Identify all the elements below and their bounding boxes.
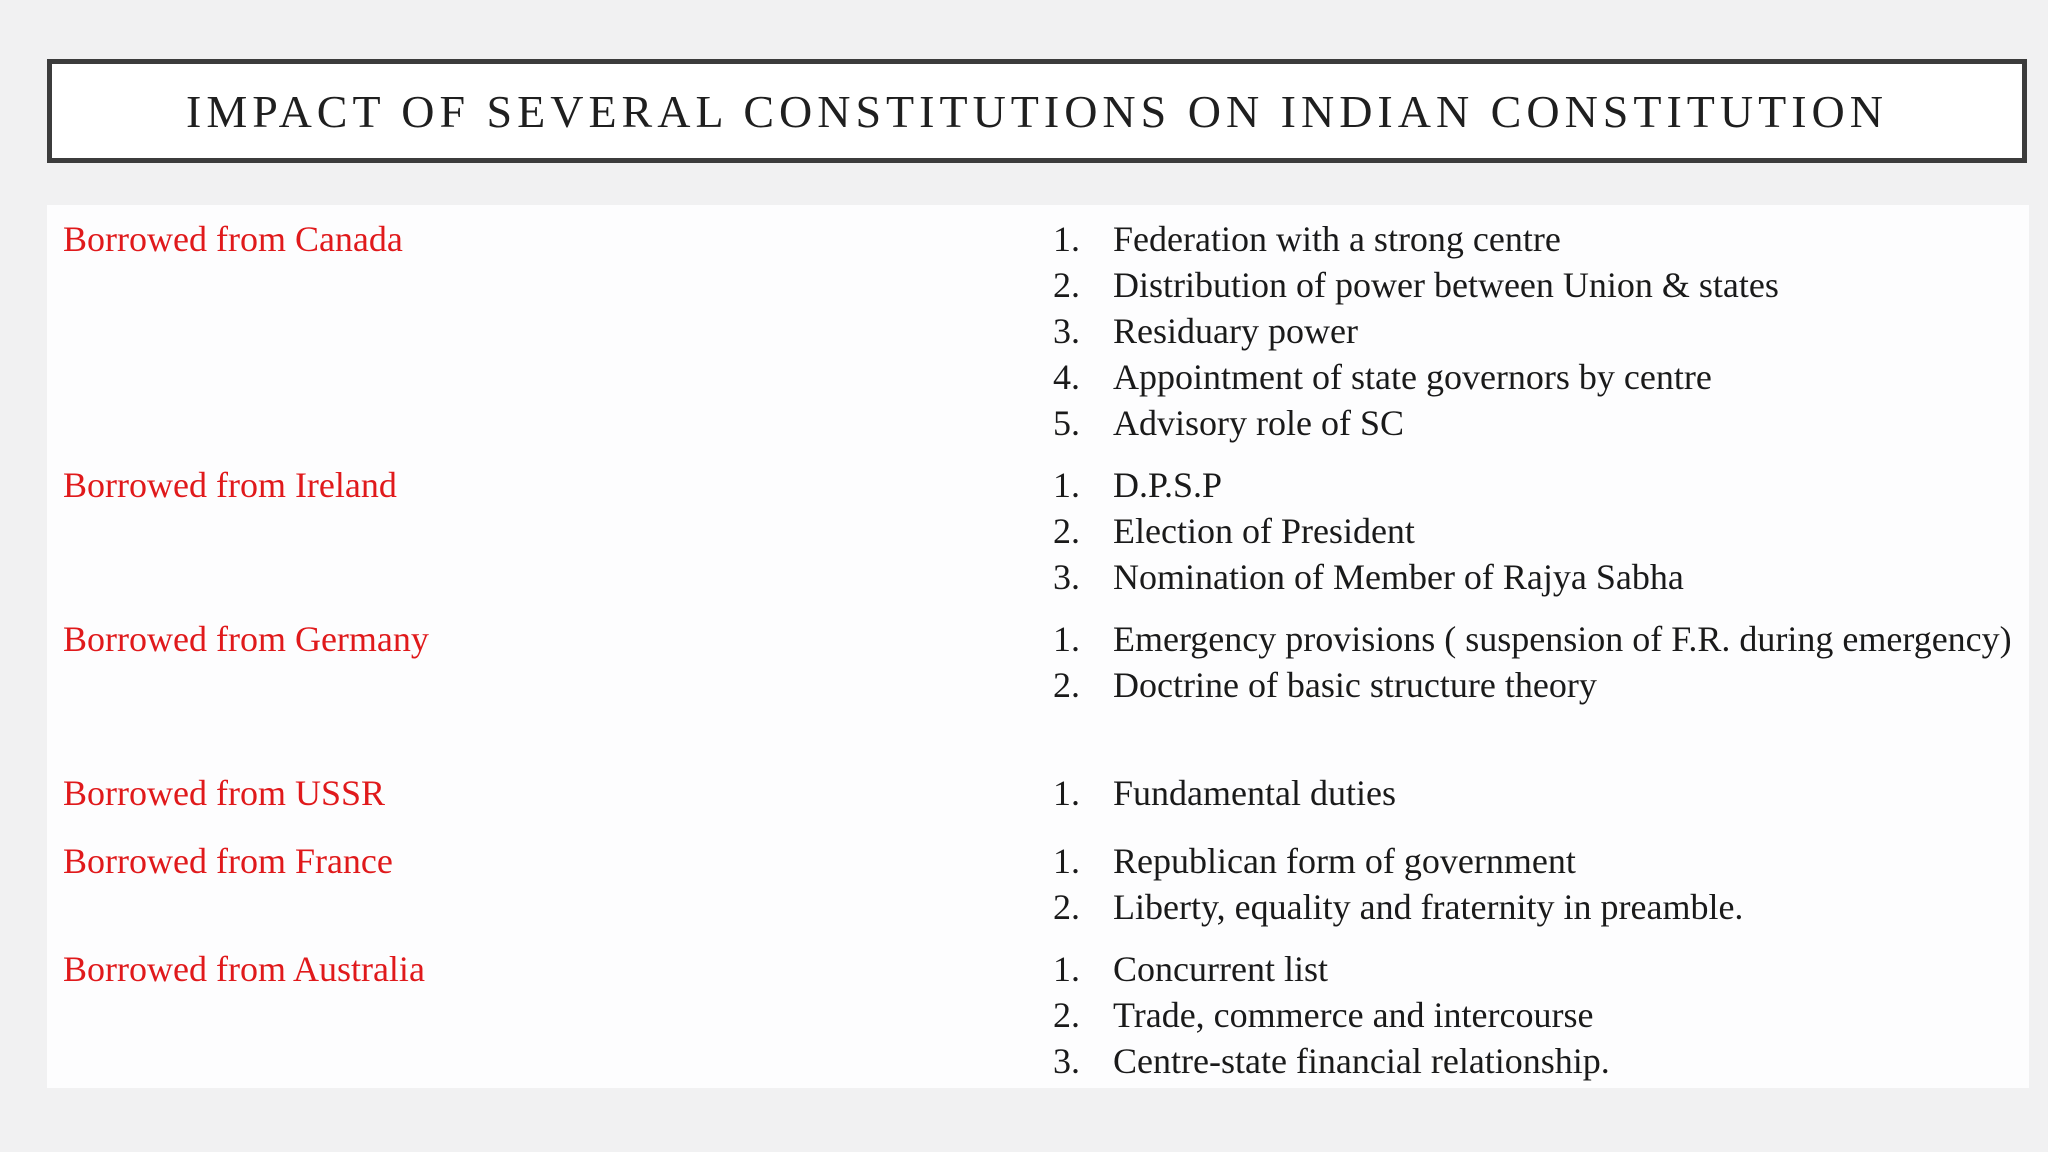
list-item xyxy=(1053,770,2013,816)
item-number: 4. xyxy=(1053,357,1080,397)
item-text: Liberty, equality and fraternity in preamble. xyxy=(1113,887,1744,927)
source-label: Borrowed from France xyxy=(63,841,393,881)
item-text: Appointment of state governors by centre xyxy=(1113,357,1712,397)
list-item xyxy=(1053,884,2013,930)
item-text: Fundamental duties xyxy=(1113,773,1396,813)
list-item xyxy=(1053,400,2013,446)
list-item xyxy=(1053,262,2013,308)
list-item xyxy=(1053,462,2013,508)
list-item xyxy=(1053,946,2013,992)
list-item xyxy=(1053,354,2013,400)
item-text: Advisory role of SC xyxy=(1113,403,1404,443)
item-text: D.P.S.P xyxy=(1113,465,1223,505)
item-list xyxy=(1053,838,2013,930)
source-label: Borrowed from Australia xyxy=(63,949,425,989)
item-list xyxy=(1053,462,2013,600)
source-label: Borrowed from Ireland xyxy=(63,465,397,505)
constitution-table xyxy=(47,205,2029,1088)
item-list xyxy=(1053,946,2013,1084)
item-number: 1. xyxy=(1053,949,1080,989)
item-list xyxy=(1053,770,2013,816)
list-item xyxy=(1053,992,2013,1038)
item-text: Trade, commerce and intercourse xyxy=(1113,995,1594,1035)
item-text: Distribution of power between Union & states xyxy=(1113,265,1779,305)
item-text: Doctrine of basic structure theory xyxy=(1113,665,1597,705)
item-number: 3. xyxy=(1053,1041,1080,1081)
item-number: 1. xyxy=(1053,619,1080,659)
item-number: 2. xyxy=(1053,265,1080,305)
list-item xyxy=(1053,616,2013,662)
item-number: 2. xyxy=(1053,665,1080,705)
item-number: 5. xyxy=(1053,403,1080,443)
item-list xyxy=(1053,616,2013,708)
item-number: 2. xyxy=(1053,511,1080,551)
item-number: 3. xyxy=(1053,557,1080,597)
list-item xyxy=(1053,216,2013,262)
item-number: 1. xyxy=(1053,219,1080,259)
source-label: Borrowed from Germany xyxy=(63,619,429,659)
list-item xyxy=(1053,554,2013,600)
page-title: IMPACT OF SEVERAL CONSTITUTIONS ON INDIAN CONSTITUTION xyxy=(186,85,1888,137)
item-text: Residuary power xyxy=(1113,311,1358,351)
item-text: Republican form of government xyxy=(1113,841,1576,881)
item-number: 2. xyxy=(1053,995,1080,1035)
list-item xyxy=(1053,838,2013,884)
item-number: 1. xyxy=(1053,841,1080,881)
item-text: Centre-state financial relationship. xyxy=(1113,1041,1610,1081)
item-number: 1. xyxy=(1053,465,1080,505)
source-label: Borrowed from Canada xyxy=(63,219,403,259)
item-text: Nomination of Member of Rajya Sabha xyxy=(1113,557,1684,597)
item-text: Election of President xyxy=(1113,511,1415,551)
source-label: Borrowed from USSR xyxy=(63,773,385,813)
title-box xyxy=(47,59,2027,163)
item-number: 3. xyxy=(1053,311,1080,351)
item-text: Federation with a strong centre xyxy=(1113,219,1561,259)
item-text: Concurrent list xyxy=(1113,949,1328,989)
list-item xyxy=(1053,1038,2013,1084)
item-text: Emergency provisions ( suspension of F.R. during emergency) xyxy=(1113,619,2012,659)
list-item xyxy=(1053,308,2013,354)
item-number: 2. xyxy=(1053,887,1080,927)
list-item xyxy=(1053,662,2013,708)
list-item xyxy=(1053,508,2013,554)
item-number: 1. xyxy=(1053,773,1080,813)
item-list xyxy=(1053,216,2013,446)
